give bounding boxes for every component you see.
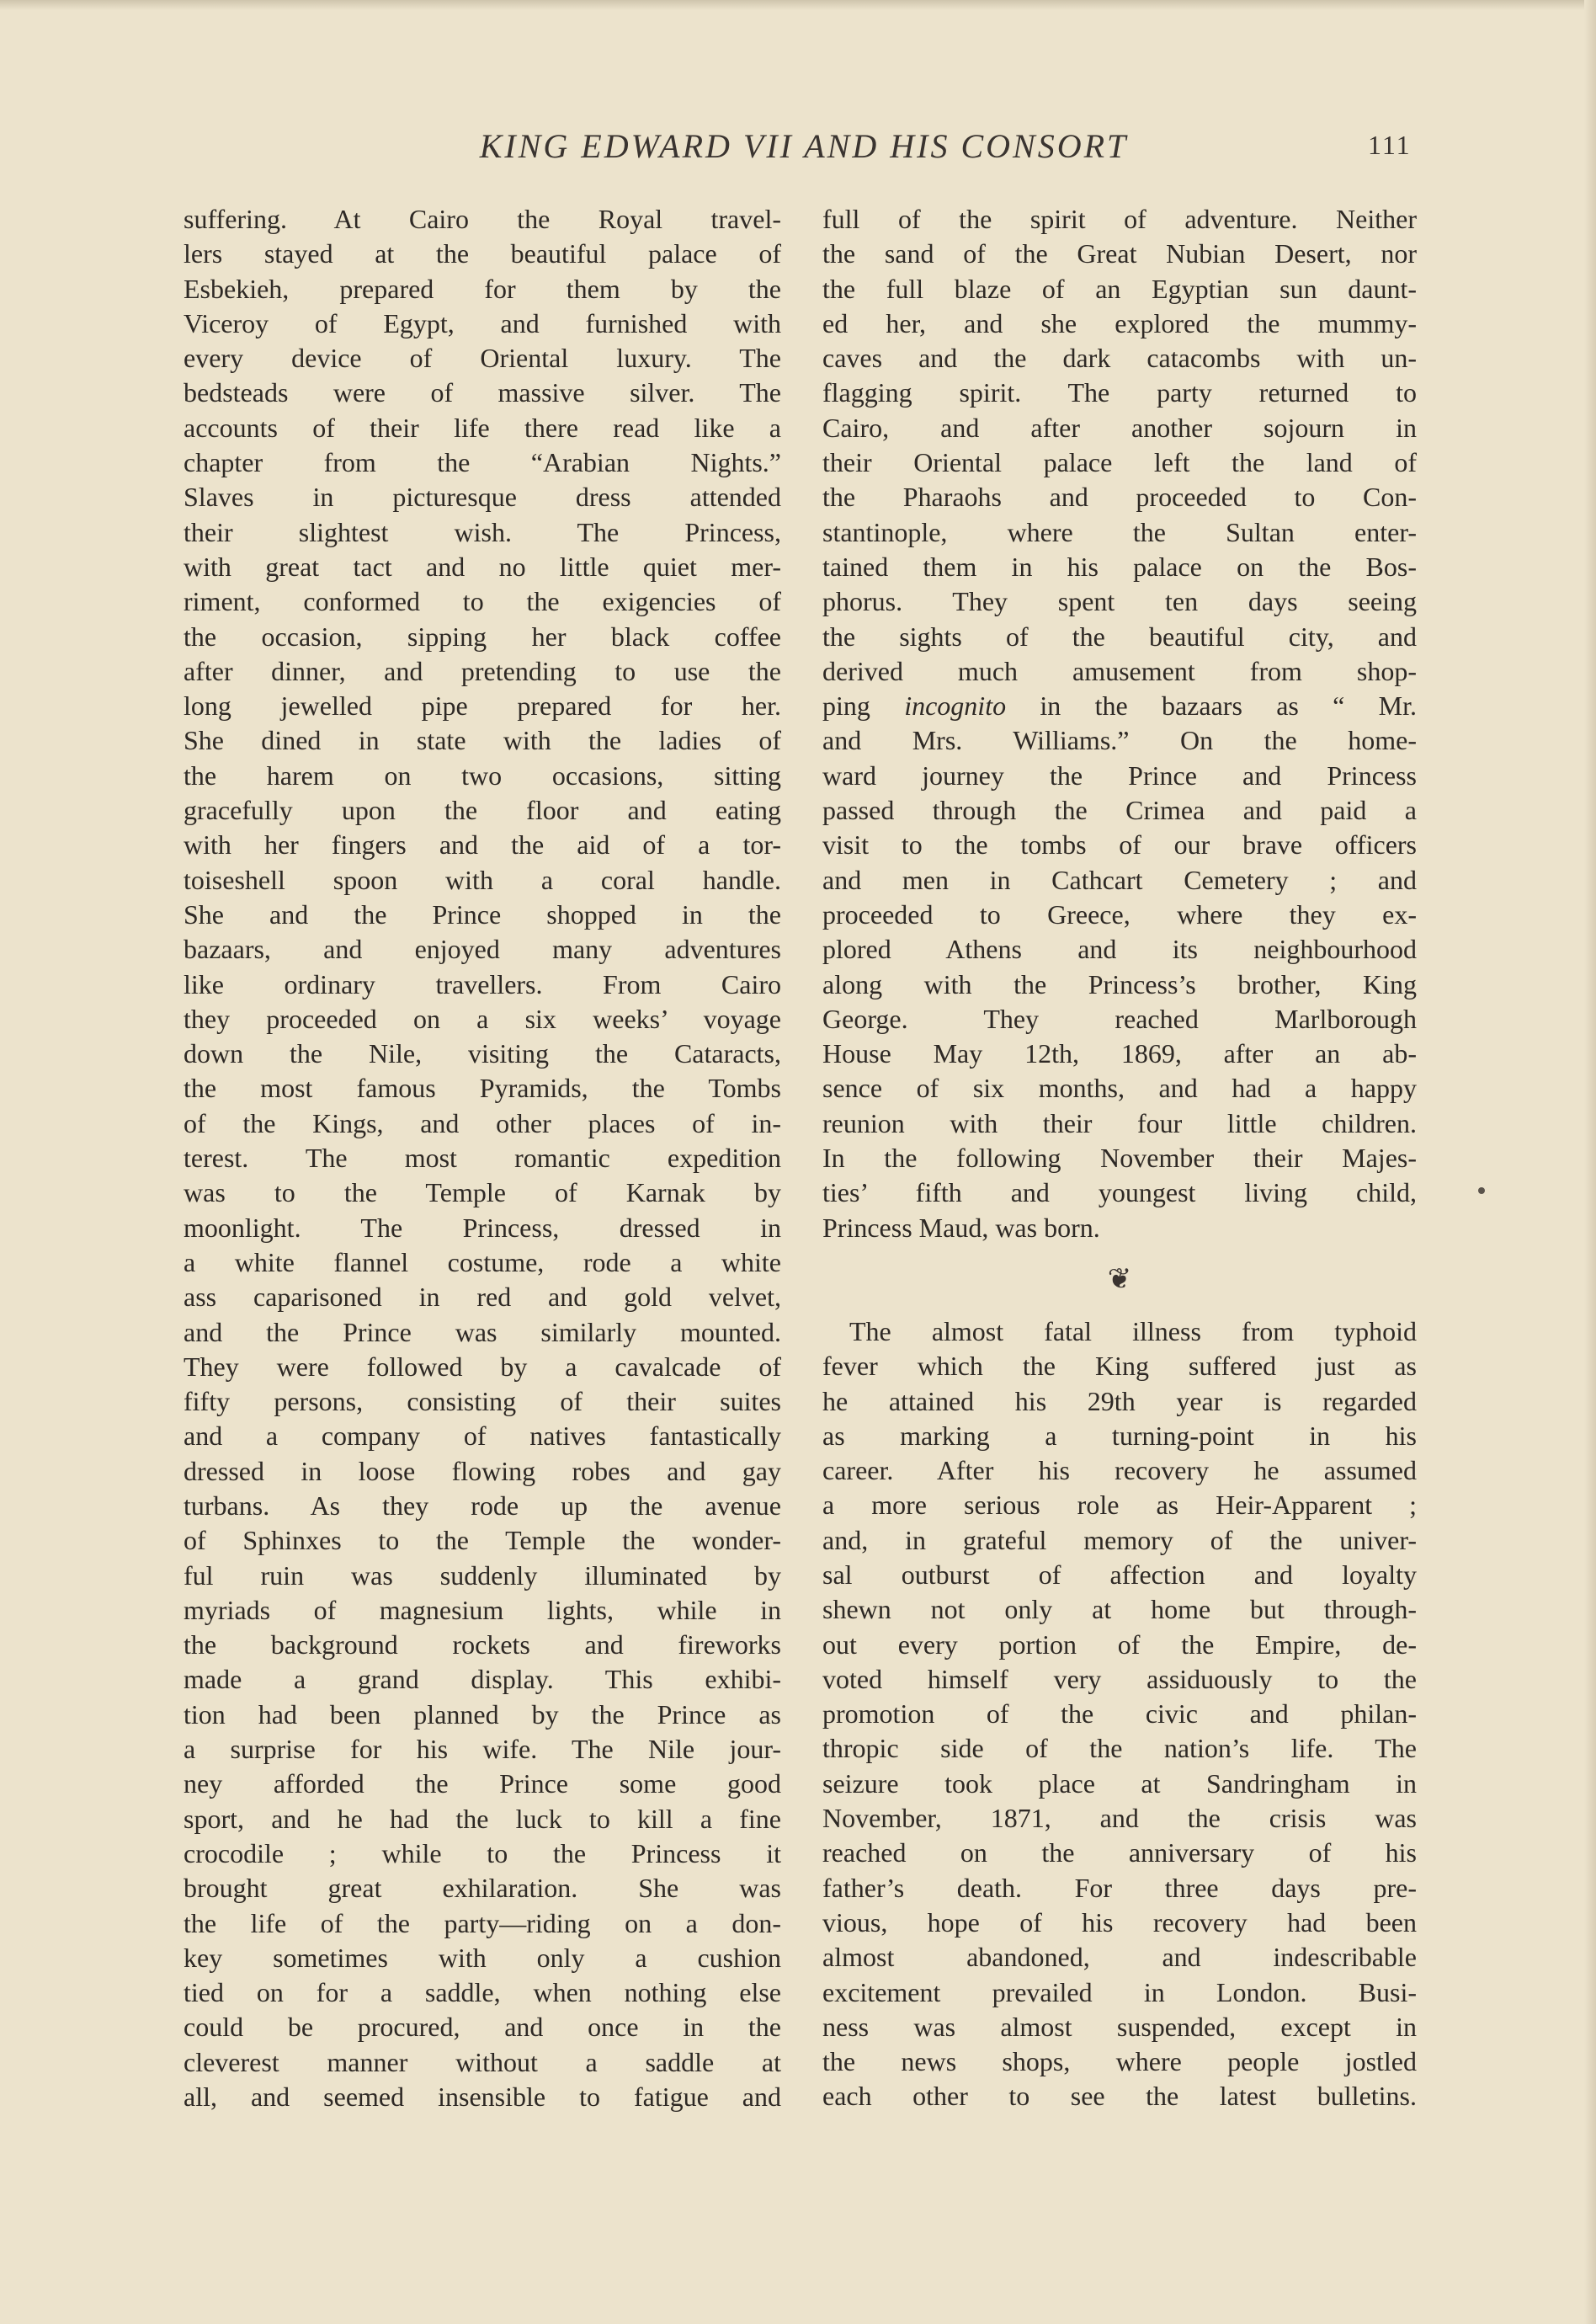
text-line: made a grand display. This exhibi- [184,1664,781,1695]
text-line: ed her, and she explored the mummy- [822,307,1417,338]
text-line: reunion with their four little children. [822,1107,1417,1138]
right-paragraph-1-rest [822,723,1417,1245]
text-line: turbans. As they rode up the avenue [184,1490,781,1521]
text-line: ties’ fifth and youngest living child, [822,1177,1417,1208]
text-line: the harem on two occasions, sitting [184,760,781,791]
text-line: sence of six months, and had a happy [822,1073,1417,1104]
text-line: after dinner, and pretending to use the [184,655,781,686]
text-line: derived much amusement from shop- [822,655,1417,686]
text-line: tion had been planned by the Prince as [184,1698,781,1730]
text-line: the Pharaohs and proceeded to Con- [822,482,1417,513]
text-line: of Sphinxes to the Temple the wonder- [184,1525,781,1556]
text-line: visit to the tombs of our brave officers [822,829,1417,861]
text-line: he attained his 29th year is regarded [822,1385,1417,1416]
text-line: crocodile ; while to the Princess it [184,1837,781,1868]
text-line: phorus. They spent ten days seeing [822,586,1417,617]
text-line-incognito: ping incognito in the bazaars as “ Mr. [822,690,1417,722]
text-line: excitement prevailed in London. Busi- [822,1976,1417,2007]
text-line: as marking a turning-point in his [822,1420,1417,1451]
text-line: stantinople, where the Sultan enter- [822,516,1417,547]
text-line: career. After his recovery he assumed [822,1455,1417,1486]
text-line: like ordinary travellers. From Cairo [184,968,781,999]
text-line: a surprise for his wife. The Nile jour- [184,1734,781,1765]
text-line: terest. The most romantic expedition [184,1143,781,1174]
running-head [0,126,1596,177]
text-line: the most famous Pyramids, the Tombs [184,1073,781,1104]
text-line: lers stayed at the beautiful palace of [184,238,781,269]
running-title: KING EDWARD VII AND HIS CONSORT [479,127,1129,165]
text-line: cleverest manner without a saddle at [184,2046,781,2077]
text-line: and men in Cathcart Cemetery ; and [822,864,1417,895]
text-line: She and the Prince shopped in the [184,898,781,930]
text-line: reached on the anniversary of his [822,1837,1417,1868]
text-line: long jewelled pipe prepared for her. [184,690,781,722]
text-line: She dined in state with the ladies of [184,725,781,756]
text-line: Viceroy of Egypt, and furnished with [184,307,781,338]
text-line: dressed in loose flowing robes and gay [184,1455,781,1486]
text-line: their Oriental palace left the land of [822,447,1417,478]
text-line: and, in grateful memory of the univer- [822,1524,1417,1555]
text-line: chapter from the “Arabian Nights.” [184,447,781,478]
text-line: tained them in his palace on the Bos- [822,551,1417,582]
text-line: fever which the King suffered just as [822,1351,1417,1382]
text-line: the occasion, sipping her black coffee [184,621,781,652]
text-line: and Mrs. Williams.” On the home- [822,725,1417,756]
text-line: brought great exhilaration. She was [184,1873,781,1904]
text-line: tied on for a saddle, when nothing else [184,1977,781,2008]
text-line: the news shops, where people jostled [822,2046,1417,2077]
text-line: myriads of magnesium lights, while in [184,1594,781,1625]
text-line: Esbekieh, prepared for them by the [184,273,781,304]
text-line: proceeded to Greece, where they ex- [822,898,1417,930]
text-line: they proceeded on a six weeks’ voyage [184,1003,781,1034]
text-line: father’s death. For three days pre- [822,1872,1417,1903]
left-column [184,202,781,2114]
text-line: each other to see the latest bulletins. [822,2081,1417,2112]
text-line: ness was almost suspended, except in [822,2011,1417,2042]
text-line: out every portion of the Empire, de- [822,1628,1417,1660]
text-line: accounts of their life there read like a [184,412,781,443]
text-line: bazaars, and enjoyed many adventures [184,934,781,965]
text-line: key sometimes with only a cushion [184,1942,781,1973]
text-line: The almost fatal illness from typhoid [849,1315,1417,1346]
text-line: and the Prince was similarly mounted. [184,1316,781,1347]
text-line: with great tact and no little quiet mer- [184,551,781,582]
text-line: could be procured, and once in the [184,2012,781,2043]
text-line: In the following November their Majes- [822,1143,1417,1174]
text-line: the sights of the beautiful city, and [822,621,1417,652]
text-line: sport, and he had the luck to kill a fine [184,1803,781,1834]
text-line: a more serious role as Heir-Apparent ; [822,1490,1417,1521]
text-line: of the Kings, and other places of in- [184,1107,781,1138]
text-line: seizure took place at Sandringham in [822,1767,1417,1799]
text-line: voted himself very assiduously to the [822,1663,1417,1694]
text-line: riment, conformed to the exigencies of [184,586,781,617]
ink-speck [1478,1187,1485,1194]
text-line: Princess Maud, was born. [822,1212,1100,1243]
text-line: and a company of natives fantastically [184,1421,781,1452]
text-line: House May 12th, 1869, after an ab- [822,1038,1417,1069]
text-line: passed through the Crimea and paid a [822,795,1417,826]
text-line: toiseshell spoon with a coral handle. [184,864,781,895]
text-line: along with the Princess’s brother, King [822,968,1417,999]
text-line: ward journey the Prince and Princess [822,760,1417,791]
text-line: November, 1871, and the crisis was [822,1803,1417,1834]
text-line: every device of Oriental luxury. The [184,343,781,374]
text-line: sal outburst of affection and loyalty [822,1559,1417,1590]
right-paragraph-1 [822,202,1417,689]
text-line: ful ruin was suddenly illuminated by [184,1559,781,1591]
italic-word: incognito [904,690,1007,722]
text-line: gracefully upon the floor and eating [184,795,781,826]
page-right-edge [1584,0,1596,2324]
text-line: Slaves in picturesque dress attended [184,482,781,513]
text-line: They were followed by a cavalcade of [184,1351,781,1382]
section-ornament-icon: ❦ [1107,1263,1132,1295]
text-line: flagging spirit. The party returned to [822,377,1417,408]
text-line: George. They reached Marlborough [822,1003,1417,1034]
text-line: vious, hope of his recovery had been [822,1906,1417,1938]
text-line: suffering. At Cairo the Royal travel- [184,204,781,234]
text-line: ney afforded the Prince some good [184,1768,781,1799]
text-line: with her fingers and the aid of a tor- [184,829,781,861]
text-line: promotion of the civic and philan- [822,1698,1417,1730]
text-line: bedsteads were of massive silver. The [184,377,781,408]
text-line: their slightest wish. The Princess, [184,516,781,547]
text-line: almost abandoned, and indescribable [822,1942,1417,1973]
text-line: the background rockets and fireworks [184,1629,781,1660]
right-paragraph-2 [822,1314,1417,2114]
text-line: moonlight. The Princess, dressed in [184,1212,781,1243]
text-line: shewn not only at home but through- [822,1594,1417,1625]
page-number: 111 [1368,130,1412,160]
text-line: a white flannel costume, rode a white [184,1246,781,1277]
text-line: the full blaze of an Egyptian sun daunt- [822,273,1417,304]
text-line: the life of the party—riding on a don- [184,1907,781,1938]
text-line: full of the spirit of adventure. Neither [822,204,1417,234]
text-line: caves and the dark catacombs with un- [822,343,1417,374]
text-line: all, and seemed insensible to fatigue and [184,2081,781,2113]
text-line: thropic side of the nation’s life. The [822,1733,1417,1764]
right-column [822,202,1417,2114]
text-line: the sand of the Great Nubian Desert, nor [822,238,1417,269]
text-line: ass caparisoned in red and gold velvet, [184,1282,781,1313]
text-line: Cairo, and after another sojourn in [822,412,1417,443]
text-line: was to the Temple of Karnak by [184,1177,781,1208]
page-top-edge [0,0,1596,10]
text-line: plored Athens and its neighbourhood [822,934,1417,965]
text-line: down the Nile, visiting the Cataracts, [184,1038,781,1069]
text-line: fifty persons, consisting of their suites [184,1386,781,1417]
